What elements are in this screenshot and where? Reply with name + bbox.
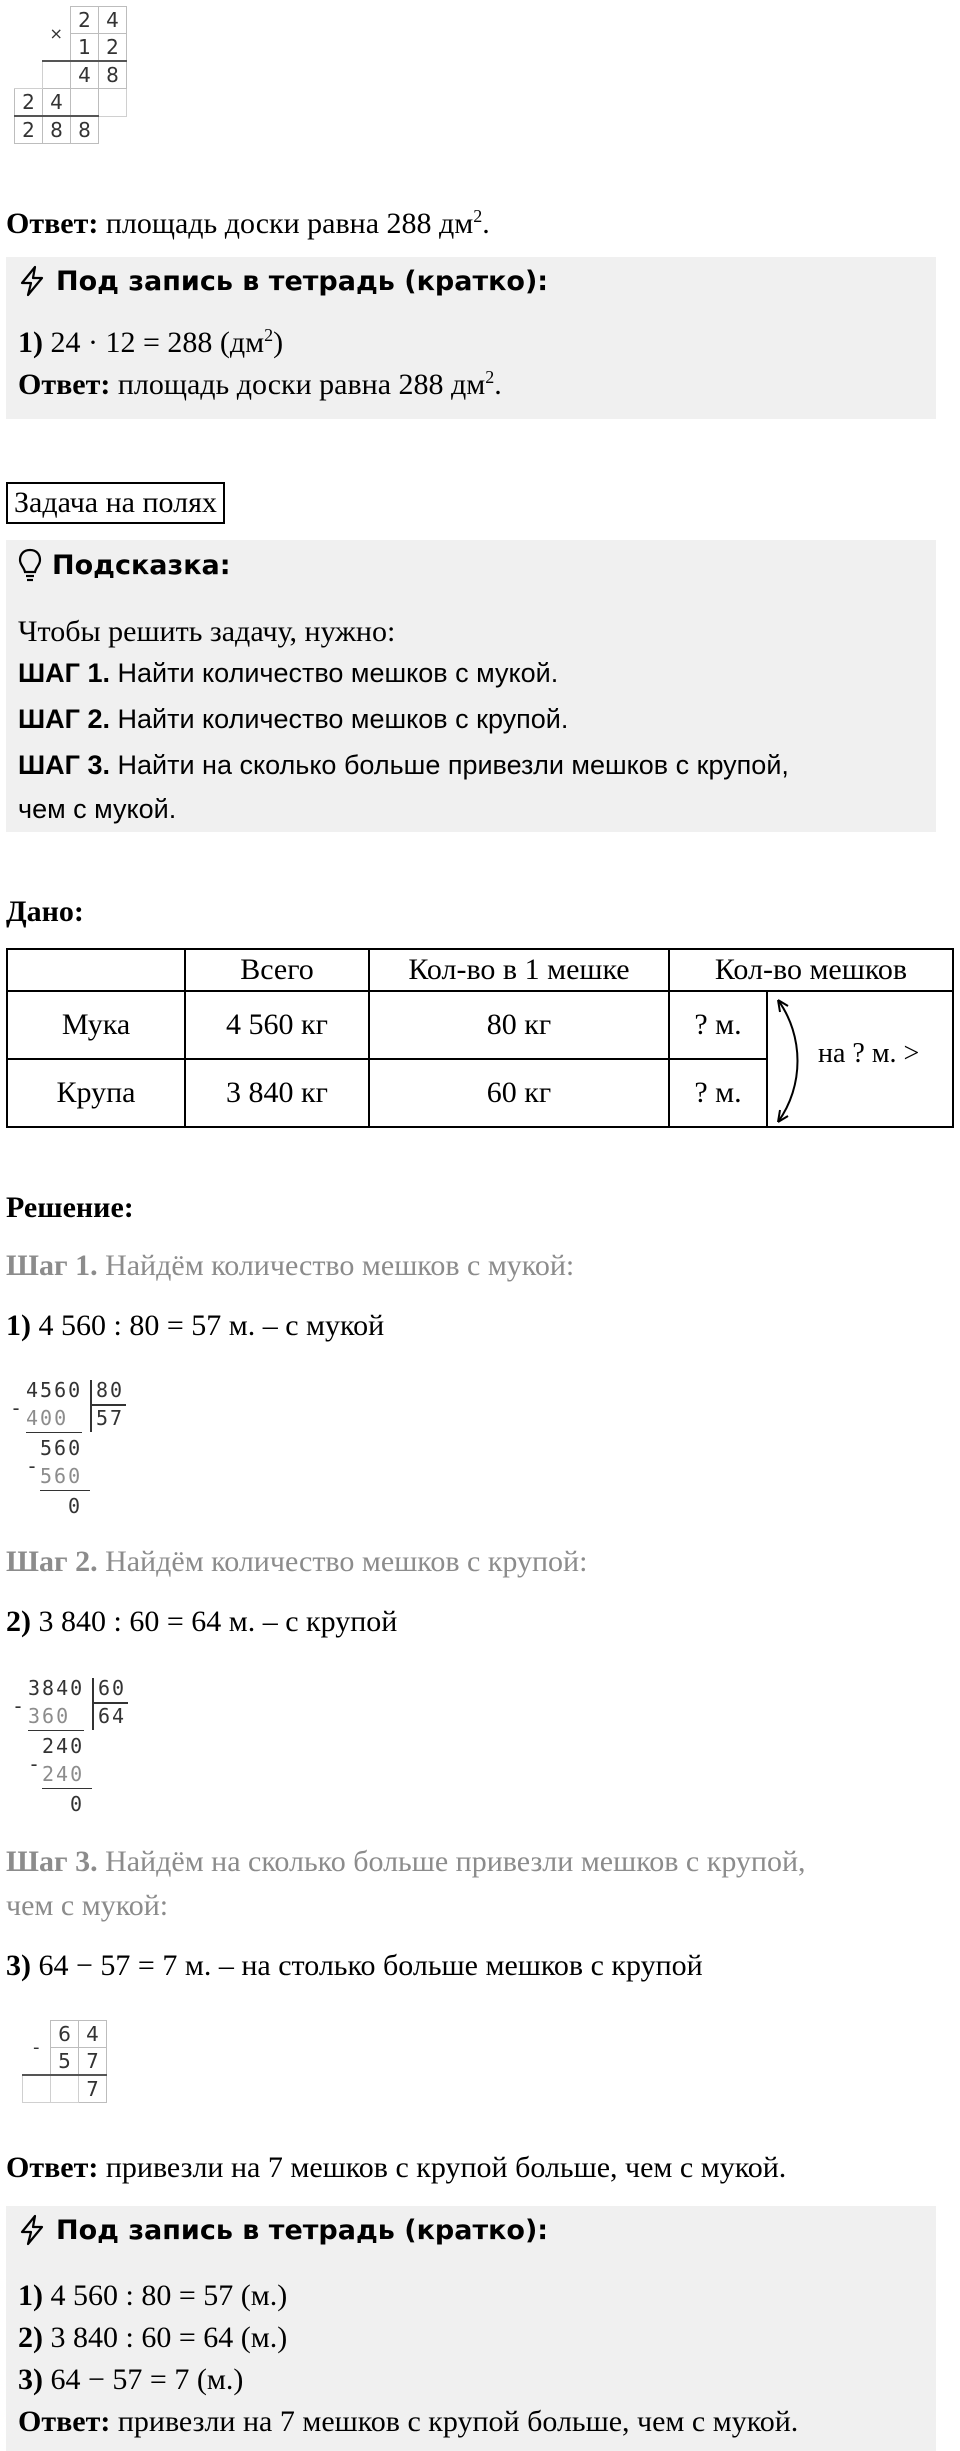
note-answer bbox=[18, 2404, 798, 2440]
calc-3 bbox=[6, 1948, 703, 1984]
multiply-sign: × bbox=[43, 7, 71, 62]
calc-1 bbox=[6, 1308, 384, 1344]
table-header-cell: Всего bbox=[185, 949, 369, 991]
notebook-note-box-1 bbox=[6, 257, 936, 419]
grid-cell bbox=[51, 2075, 79, 2103]
note-answer bbox=[18, 367, 502, 403]
table-header-cell: Кол-во мешков bbox=[669, 949, 953, 991]
solution-label bbox=[6, 1190, 134, 1226]
step-text: Найти количество мешков с крупой. bbox=[117, 704, 569, 734]
table-header-cell: Кол-во в 1 мешке bbox=[369, 949, 669, 991]
line-text: 64 − 57 = 7 (м.) bbox=[50, 2363, 244, 2396]
line-number: 1) bbox=[18, 2279, 43, 2312]
grid-cell: 2 bbox=[99, 34, 127, 62]
table-cell: ? м. bbox=[669, 991, 767, 1059]
calc-text: 3 840 : 60 = 64 м. – с крупой bbox=[38, 1605, 398, 1638]
minus-sign: - bbox=[28, 1752, 43, 1776]
table-cell: 80 кг bbox=[369, 991, 669, 1059]
lightning-icon bbox=[18, 2214, 46, 2246]
step-3-heading bbox=[6, 1844, 806, 1880]
grid-cell: 6 bbox=[51, 2021, 79, 2048]
grid-cell: 5 bbox=[51, 2048, 79, 2076]
line-text: 4 560 : 80 = 57 (м.) bbox=[50, 2279, 288, 2312]
subtract-line bbox=[40, 1490, 90, 1491]
dividend: 4560 bbox=[26, 1378, 83, 1402]
divisor: 60 bbox=[98, 1676, 127, 1700]
grid-cell bbox=[71, 89, 99, 117]
quotient: 57 bbox=[96, 1406, 125, 1430]
note-title: Под запись в тетрадь (кратко): bbox=[56, 265, 549, 297]
hint-intro: Чтобы решить задачу, нужно: bbox=[18, 615, 396, 648]
table-cell: Крупа bbox=[7, 1059, 185, 1127]
subtract-line bbox=[26, 1432, 82, 1433]
subtrahend: 560 bbox=[40, 1464, 83, 1488]
table-cell: Мука bbox=[7, 991, 185, 1059]
step-3-heading-cont: чем с мукой: bbox=[6, 1889, 169, 1922]
long-division-1 bbox=[10, 1378, 130, 1528]
step-label: ШАГ 1. bbox=[18, 658, 110, 688]
subtraction-grid bbox=[22, 2020, 107, 2103]
division-bar bbox=[90, 1380, 92, 1432]
compare-label: на ? м. > bbox=[818, 1038, 920, 1069]
line-text: 24 · 12 = 288 (дм bbox=[50, 326, 265, 359]
answer-label: Ответ: bbox=[18, 2405, 111, 2438]
remainder: 0 bbox=[68, 1494, 83, 1518]
superscript: 2 bbox=[473, 206, 483, 226]
calc-text: 64 − 57 = 7 м. – на столько больше мешков с крупой bbox=[38, 1949, 703, 1982]
line-number: 1) bbox=[18, 326, 43, 359]
step-label: Шаг 3. bbox=[6, 1845, 98, 1878]
superscript: 2 bbox=[264, 325, 274, 345]
grid-cell: 7 bbox=[79, 2075, 107, 2103]
grid-cell: 1 bbox=[71, 34, 99, 62]
grid-cell: 2 bbox=[15, 116, 43, 144]
grid-cell: 8 bbox=[99, 61, 127, 89]
notebook-note-box-2 bbox=[6, 2206, 936, 2451]
grid-cell: 4 bbox=[79, 2021, 107, 2048]
note-header bbox=[18, 2214, 548, 2246]
step-text: Найти на сколько больше привезли мешков с крупой, bbox=[117, 750, 789, 780]
superscript: 2 bbox=[485, 367, 495, 387]
hint-step-1 bbox=[18, 656, 558, 690]
answer-end: . bbox=[494, 368, 502, 401]
step-text: Найдём количество мешков с мукой: bbox=[105, 1249, 575, 1282]
hint-step-3-cont: чем с мукой. bbox=[18, 794, 177, 824]
minus-sign: - bbox=[26, 1454, 41, 1478]
hint-header bbox=[18, 548, 231, 582]
grid-cell: 2 bbox=[71, 7, 99, 34]
hint-box bbox=[6, 540, 936, 832]
subtrahend: 400 bbox=[26, 1406, 69, 1430]
grid-cell: 2 bbox=[15, 89, 43, 117]
step-1-heading bbox=[6, 1248, 574, 1284]
note-header bbox=[18, 265, 548, 297]
compare-cell bbox=[767, 991, 953, 1127]
answer-end: . bbox=[482, 207, 490, 240]
line-end: ) bbox=[273, 326, 284, 359]
curved-arrow-icon bbox=[770, 996, 810, 1126]
table-cell: 60 кг bbox=[369, 1059, 669, 1127]
answer-1 bbox=[6, 206, 490, 242]
given-label bbox=[6, 894, 84, 930]
grid-cell bbox=[99, 116, 127, 144]
step-text: Найдём количество мешков с крупой: bbox=[105, 1545, 588, 1578]
quotient: 64 bbox=[98, 1704, 127, 1728]
table-cell: 4 560 кг bbox=[185, 991, 369, 1059]
subtrahend: 360 bbox=[28, 1704, 71, 1728]
step-label: ШАГ 3. bbox=[18, 750, 110, 780]
minus-sign: - bbox=[12, 1694, 27, 1718]
note-line-1 bbox=[18, 325, 283, 361]
grid-cell: 7 bbox=[79, 2048, 107, 2076]
note-line-3 bbox=[18, 2362, 243, 2398]
calc-number: 3) bbox=[6, 1949, 31, 1982]
answer-label: Ответ: bbox=[6, 2151, 99, 2184]
answer-label: Ответ: bbox=[18, 368, 111, 401]
step-label: Шаг 2. bbox=[6, 1545, 98, 1578]
subtrahend: 240 bbox=[42, 1762, 85, 1786]
grid-cell bbox=[15, 7, 43, 34]
given-table bbox=[6, 948, 954, 1128]
grid-cell bbox=[99, 89, 127, 117]
line-number: 2) bbox=[18, 2321, 43, 2354]
line-number: 3) bbox=[18, 2363, 43, 2396]
step-text: Найти количество мешков с мукой. bbox=[117, 658, 559, 688]
long-division-2 bbox=[12, 1676, 132, 1826]
grid-cell: 4 bbox=[43, 89, 71, 117]
subtract-line bbox=[28, 1730, 84, 1731]
remainder: 0 bbox=[70, 1792, 85, 1816]
calc-text: 4 560 : 80 = 57 м. – с мукой bbox=[38, 1309, 385, 1342]
grid-cell bbox=[23, 2075, 51, 2103]
calc-2 bbox=[6, 1604, 397, 1640]
solution-label-text: Решение: bbox=[6, 1191, 134, 1224]
lightbulb-icon bbox=[18, 548, 42, 582]
step-text: Найдём на сколько больше привезли мешков с крупой, bbox=[105, 1845, 806, 1878]
given-label-text: Дано: bbox=[6, 895, 84, 928]
multiplication-grid bbox=[14, 6, 127, 144]
hint-step-3 bbox=[18, 748, 789, 782]
subtract-line bbox=[42, 1788, 92, 1789]
note-title: Под запись в тетрадь (кратко): bbox=[56, 2214, 549, 2246]
note-line-1 bbox=[18, 2278, 287, 2314]
calc-number: 1) bbox=[6, 1309, 31, 1342]
step-label: ШАГ 2. bbox=[18, 704, 110, 734]
line-text: 3 840 : 60 = 64 (м.) bbox=[50, 2321, 288, 2354]
answer-text: площадь доски равна 288 дм bbox=[105, 207, 474, 240]
minus-sign: - bbox=[10, 1396, 25, 1420]
answer-label: Ответ: bbox=[6, 207, 99, 240]
minus-sign: - bbox=[23, 2021, 51, 2076]
remainder-step: 560 bbox=[40, 1436, 83, 1460]
grid-cell: 8 bbox=[71, 116, 99, 144]
answer-text: привезли на 7 мешков с крупой больше, чем с мукой. bbox=[117, 2405, 799, 2438]
divisor: 80 bbox=[96, 1378, 125, 1402]
step-label: Шаг 1. bbox=[6, 1249, 98, 1282]
grid-cell bbox=[43, 61, 71, 89]
hint-step-2 bbox=[18, 702, 568, 736]
note-line-2 bbox=[18, 2320, 287, 2356]
table-cell: 3 840 кг bbox=[185, 1059, 369, 1127]
remainder-step: 240 bbox=[42, 1734, 85, 1758]
lightning-icon bbox=[18, 265, 46, 297]
answer-text: площадь доски равна 288 дм bbox=[117, 368, 486, 401]
division-bar bbox=[92, 1678, 94, 1730]
table-header-cell bbox=[7, 949, 185, 991]
grid-cell bbox=[15, 34, 43, 62]
grid-cell bbox=[15, 61, 43, 89]
dividend: 3840 bbox=[28, 1676, 85, 1700]
calc-number: 2) bbox=[6, 1605, 31, 1638]
table-cell: ? м. bbox=[669, 1059, 767, 1127]
step-2-heading bbox=[6, 1544, 587, 1580]
task-title: Задача на полях bbox=[6, 482, 225, 524]
grid-cell: 4 bbox=[71, 61, 99, 89]
answer-text: привезли на 7 мешков с крупой больше, чем с мукой. bbox=[105, 2151, 787, 2184]
answer-2 bbox=[6, 2150, 786, 2186]
grid-cell: 8 bbox=[43, 116, 71, 144]
hint-title: Подсказка: bbox=[52, 549, 231, 581]
grid-cell: 4 bbox=[99, 7, 127, 34]
